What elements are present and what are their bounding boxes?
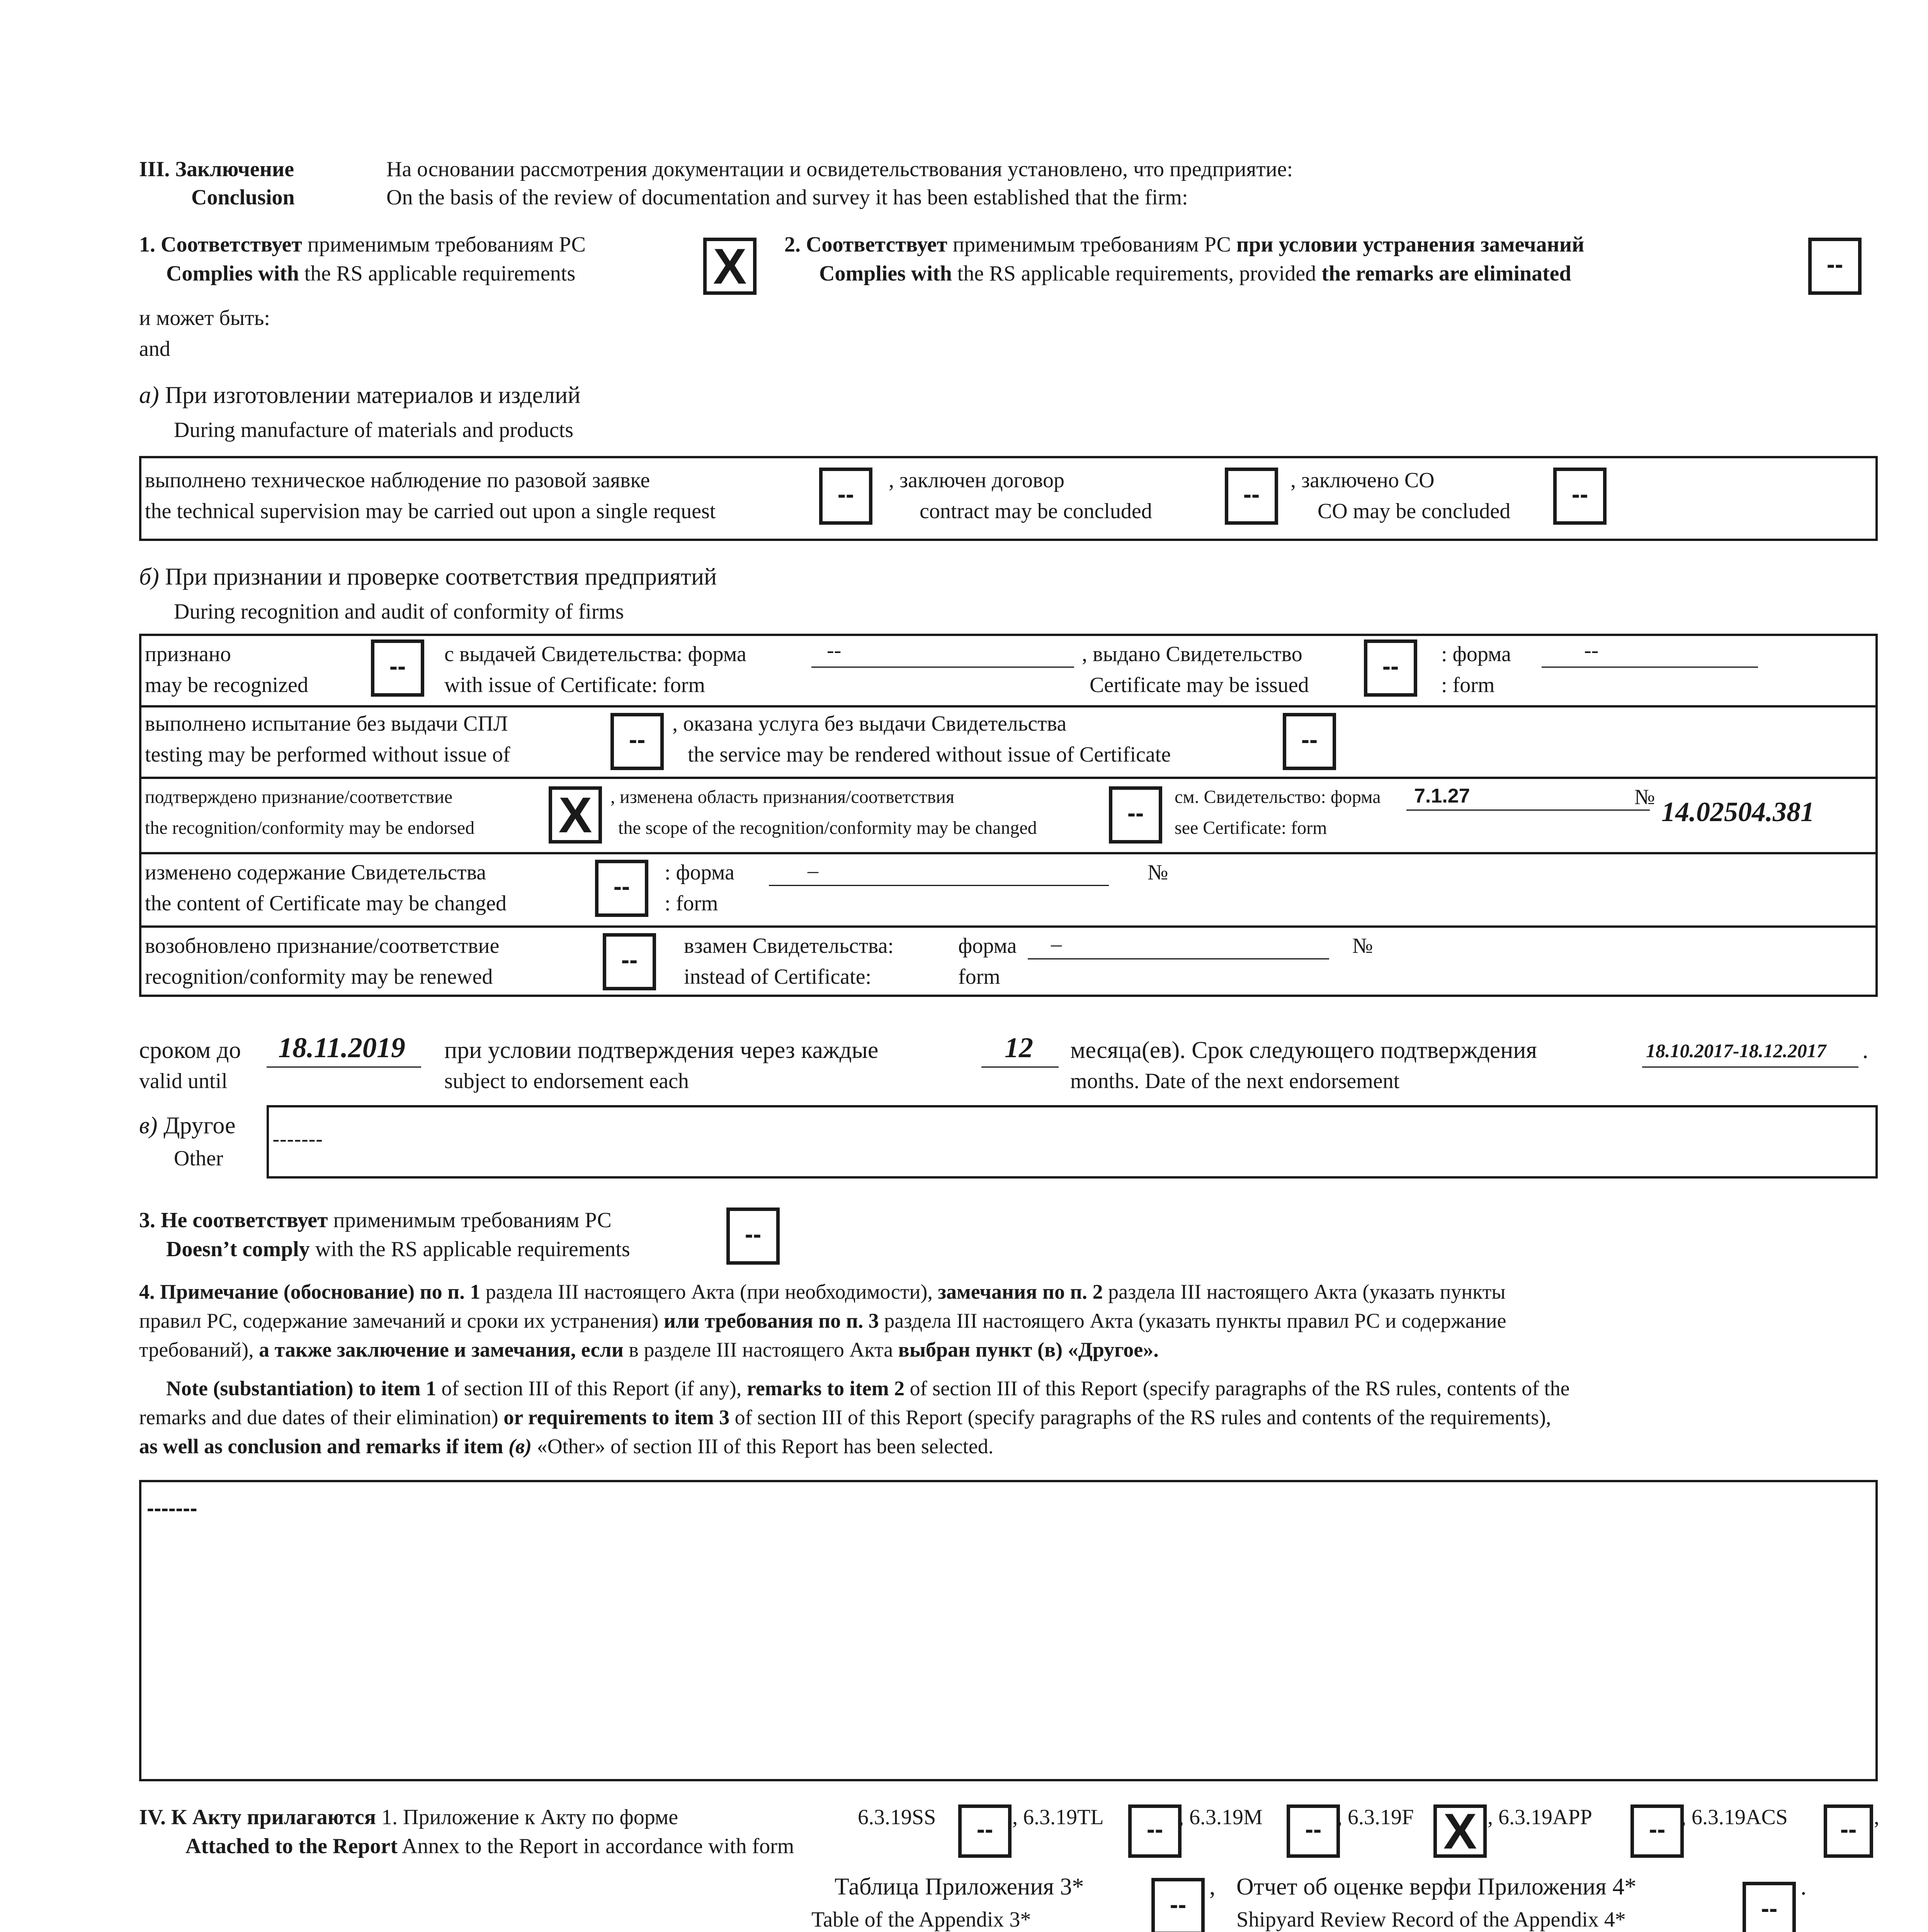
form-6319f-label: , 6.3.19F — [1337, 1805, 1414, 1829]
item2-en: Complies with the RS applicable requirements, provided the remarks are eliminated — [819, 262, 1571, 286]
r4-a-ru: изменено содержание Свидетельства — [145, 861, 486, 884]
r1-a-ru: признано — [145, 642, 231, 666]
item4-ru-line2: правил РС, содержание замечаний и сроки их устранения) или требования по п. 3 раздела III настоящего Акта (указать пункты правил РС и содержание — [139, 1309, 1506, 1332]
r3-c-en: see Certificate: form — [1175, 818, 1327, 838]
sub-a-c2-en: contract may be concluded — [920, 499, 1152, 523]
form-6319m-checkbox[interactable]: -- — [1287, 1804, 1340, 1858]
r4-b-value: – — [808, 859, 818, 883]
validity-en-b: subject to endorsement each — [444, 1069, 689, 1093]
validity-dot: . — [1862, 1037, 1868, 1063]
appendix3-checkbox[interactable]: -- — [1151, 1878, 1205, 1932]
r4-b-line — [769, 885, 1109, 886]
sub-a-c3-checkbox[interactable]: -- — [1553, 468, 1607, 525]
validity-next-line — [1642, 1066, 1858, 1068]
r5-no: № — [1352, 934, 1373, 958]
form-6319ss-checkbox[interactable]: -- — [958, 1804, 1012, 1858]
sub-b-divider — [139, 852, 1878, 854]
r3-a-checkbox[interactable]: X — [549, 786, 602, 844]
r3-c-ru: см. Свидетельство: форма — [1175, 787, 1381, 807]
form-6319acs-label: , 6.3.19ACS — [1681, 1805, 1788, 1829]
form-6319ss-label: 6.3.19SS — [858, 1805, 936, 1829]
r1-d-en: : form — [1441, 673, 1495, 697]
r1-a-checkbox[interactable]: -- — [371, 639, 424, 697]
and-ru: и может быть: — [139, 306, 270, 330]
r3-cert-number: 14.02504.381 — [1661, 796, 1814, 827]
item4-ru-line3: требований), а также заключение и замечания, если в разделе III настоящего Акта выбран пункт (в) «Другое». — [139, 1338, 1159, 1361]
r1-d-ru: : форма — [1441, 642, 1511, 666]
validity-date: 18.11.2019 — [278, 1032, 405, 1064]
sub-v-en: Other — [174, 1146, 223, 1170]
form-6319app-checkbox[interactable]: -- — [1630, 1804, 1684, 1858]
section3-heading-en: Conclusion — [191, 185, 295, 209]
validity-date-line — [267, 1066, 421, 1068]
item4-frame — [139, 1480, 1878, 1781]
form-6319acs-checkbox[interactable]: -- — [1824, 1804, 1873, 1858]
r5-c-line — [1028, 958, 1329, 959]
and-en: and — [139, 337, 170, 361]
sub-a-en: During manufacture of materials and products — [174, 418, 574, 442]
sub-a-ru: а) При изготовлении материалов и изделий — [139, 382, 581, 408]
r5-b-ru: взамен Свидетельства: — [684, 934, 894, 958]
sub-v-value: ------- — [272, 1127, 323, 1151]
r5-a-en: recognition/conformity may be renewed — [145, 965, 493, 989]
r1-c-en: Certificate may be issued — [1090, 673, 1309, 697]
r3-c-line — [1406, 810, 1650, 811]
validity-next: 18.10.2017-18.12.2017 — [1646, 1040, 1826, 1061]
sub-a-c3-en: CO may be concluded — [1318, 499, 1511, 523]
r5-c-ru: форма — [958, 934, 1017, 958]
item3-checkbox[interactable]: -- — [726, 1208, 780, 1265]
form-6319tl-label: , 6.3.19TL — [1012, 1805, 1104, 1829]
sub-v-frame — [267, 1105, 1878, 1179]
item1-ru: 1. Соответствует применимым требованиям РС — [139, 233, 586, 257]
r3-c-value: 7.1.27 — [1414, 785, 1470, 807]
r4-a-checkbox[interactable]: -- — [595, 860, 648, 917]
validity-en-c: months. Date of the next endorsement — [1070, 1069, 1400, 1093]
r5-a-checkbox[interactable]: -- — [603, 933, 656, 990]
sub-v-ru: в) Другое — [139, 1112, 236, 1139]
section4-ru: IV. К Акту прилагаются 1. Приложение к Акту по форме — [139, 1805, 678, 1829]
item2-checkbox[interactable]: -- — [1808, 238, 1862, 295]
sub-a-c3-ru: , заключено СО — [1290, 468, 1435, 492]
validity-ru-b: при условии подтверждения через каждые — [444, 1037, 879, 1063]
r3-no: № — [1634, 785, 1655, 809]
r2-a-checkbox[interactable]: -- — [610, 713, 664, 770]
validity-ru-a: сроком до — [139, 1037, 241, 1063]
sub-a-c1-checkbox[interactable]: -- — [819, 468, 872, 525]
r1-c-ru: , выдано Свидетельство — [1082, 642, 1302, 666]
r1-d-value: -- — [1584, 638, 1599, 662]
item1-checkbox[interactable]: X — [703, 238, 757, 295]
form-6319app-label: , 6.3.19APP — [1488, 1805, 1592, 1829]
r1-a-en: may be recognized — [145, 673, 308, 697]
item3-ru: 3. Не соответствует применимым требованиям РС — [139, 1208, 612, 1232]
forms-trailing-comma: , — [1874, 1805, 1879, 1829]
appendix3-ru: Таблица Приложения 3* — [835, 1874, 1084, 1900]
section3-intro-en: On the basis of the review of documentation and survey it has been established that the firm: — [386, 185, 1188, 209]
appendix3-en: Table of the Appendix 3* — [811, 1908, 1031, 1932]
r2-b-en: the service may be rendered without issue of Certificate — [688, 743, 1171, 767]
r4-b-ru: : форма — [665, 861, 734, 884]
appendix4-en: Shipyard Review Record of the Appendix 4* — [1236, 1908, 1626, 1932]
item4-en-line2: remarks and due dates of their elimination) or requirements to item 3 of section III of this Report (specify paragraphs of the RS rules and contents of the requirements), — [139, 1406, 1551, 1429]
sub-a-c2-checkbox[interactable]: -- — [1225, 468, 1278, 525]
section3-heading-ru: III. Заключение — [139, 157, 294, 181]
form-6319m-label: , 6.3.19M — [1178, 1805, 1263, 1829]
r2-b-checkbox[interactable]: -- — [1283, 713, 1336, 770]
appendix4-ru: Отчет об оценке верфи Приложения 4* — [1236, 1874, 1637, 1900]
r1-d-line — [1542, 667, 1758, 668]
r5-b-en: instead of Certificate: — [684, 965, 872, 989]
r1-b-value: -- — [827, 638, 842, 662]
r4-no: № — [1148, 861, 1168, 884]
form-6319tl-checkbox[interactable]: -- — [1128, 1804, 1182, 1858]
r3-a-ru: подтверждено признание/соответствие — [145, 787, 453, 807]
r1-b-ru: с выдачей Свидетельства: форма — [444, 642, 746, 666]
r1-b-en: with issue of Certificate: form — [444, 673, 705, 697]
sub-b-divider — [139, 925, 1878, 928]
sub-b-divider — [139, 777, 1878, 779]
r2-a-ru: выполнено испытание без выдачи СПЛ — [145, 712, 508, 736]
item1-en: Complies with the RS applicable requirements — [166, 262, 576, 286]
validity-months: 12 — [1005, 1032, 1033, 1064]
r5-a-ru: возобновлено признание/соответствие — [145, 934, 500, 958]
item2-ru: 2. Соответствует применимым требованиям РС при условии устранения замечаний — [784, 233, 1585, 257]
validity-months-line — [981, 1066, 1059, 1068]
r4-a-en: the content of Certificate may be changed — [145, 891, 507, 915]
section3-intro-ru: На основании рассмотрения документации и освидетельствования установлено, что предприятие: — [386, 157, 1293, 181]
appendix-dot: . — [1800, 1874, 1807, 1900]
appendix4-checkbox[interactable]: -- — [1743, 1882, 1796, 1932]
validity-en-a: valid until — [139, 1069, 228, 1093]
r3-b-ru: , изменена область признания/соответствия — [610, 787, 955, 807]
item4-en-line3: as well as conclusion and remarks if item (в) «Other» of section III of this Report has been selected. — [139, 1435, 994, 1458]
sub-b-ru: б) При признании и проверке соответствия предприятий — [139, 564, 717, 590]
r5-c-value: – — [1051, 932, 1062, 956]
form-6319f-checkbox[interactable]: X — [1433, 1804, 1487, 1858]
sub-b-en: During recognition and audit of conformity of firms — [174, 600, 624, 624]
item4-value: ------- — [147, 1496, 197, 1520]
section4-en: Attached to the Report Annex to the Report in accordance with form — [185, 1834, 794, 1858]
appendix-comma: , — [1209, 1874, 1216, 1900]
sub-b-divider — [139, 705, 1878, 707]
r2-a-en: testing may be performed without issue of — [145, 743, 510, 767]
item3-en: Doesn’t comply with the RS applicable requirements — [166, 1237, 630, 1261]
sub-a-c1-en: the technical supervision may be carried out upon a single request — [145, 499, 716, 523]
validity-ru-c: месяца(ев). Срок следующего подтверждения — [1070, 1037, 1537, 1063]
r1-c-checkbox[interactable]: -- — [1364, 639, 1417, 697]
r3-b-en: the scope of the recognition/conformity may be changed — [618, 818, 1037, 838]
r5-c-en: form — [958, 965, 1000, 989]
r4-b-en: : form — [665, 891, 718, 915]
sub-a-c1-ru: выполнено техническое наблюдение по разовой заявке — [145, 468, 650, 492]
r1-b-line — [811, 667, 1074, 668]
item4-en-line1: Note (substantiation) to item 1 of section III of this Report (if any), remarks to item 2 of section III of this Report (specify paragraphs of the RS rules, contents of the — [166, 1377, 1570, 1400]
r2-b-ru: , оказана услуга без выдачи Свидетельства — [672, 712, 1067, 736]
sub-a-c2-ru: , заключен договор — [889, 468, 1064, 492]
r3-b-checkbox[interactable]: -- — [1109, 786, 1162, 844]
r3-a-en: the recognition/conformity may be endorsed — [145, 818, 475, 838]
item4-ru-line1: 4. Примечание (обоснование) по п. 1 раздела III настоящего Акта (при необходимости), замечания по п. 2 раздела III настоящего Акта (указать пункты — [139, 1280, 1506, 1303]
